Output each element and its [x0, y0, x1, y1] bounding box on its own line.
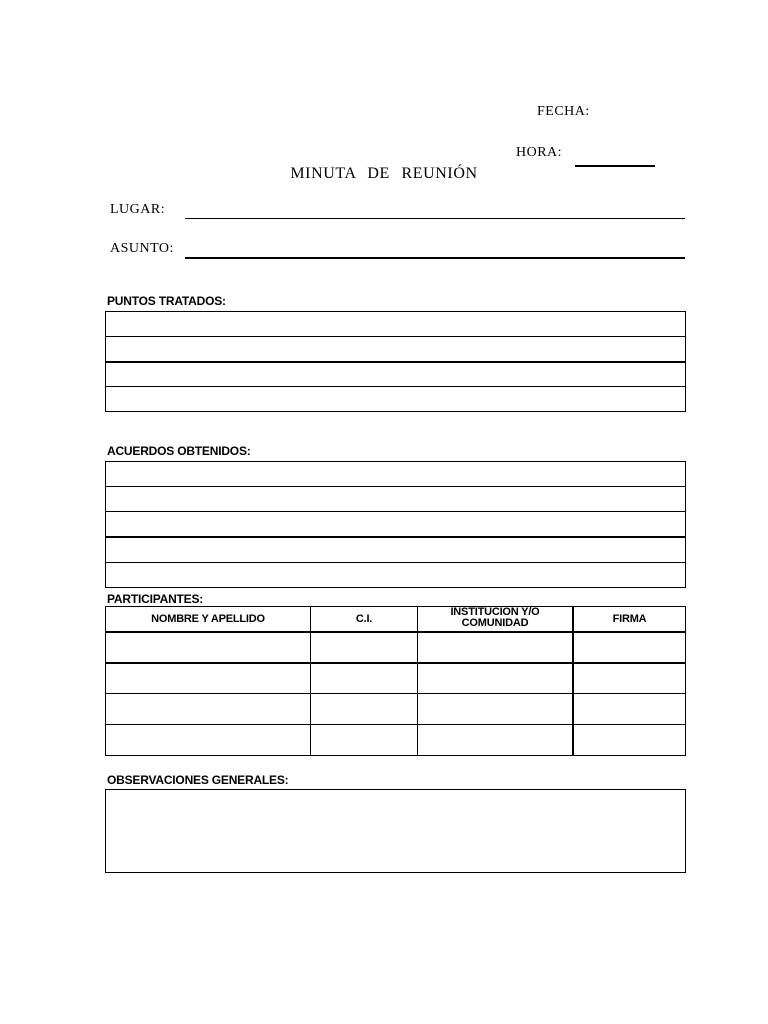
table-row	[106, 336, 685, 361]
table-cell	[310, 631, 417, 662]
participantes-table	[105, 606, 686, 756]
col-header-ci: C.I.	[310, 607, 417, 631]
col-header-institucion-comunidad	[417, 607, 572, 631]
observaciones-box	[105, 789, 686, 873]
table-row	[106, 361, 685, 387]
table-cell	[572, 631, 685, 662]
table-cell	[572, 693, 685, 724]
table-cell	[417, 662, 572, 693]
table-cell	[310, 662, 417, 693]
acuerdos-obtenidos-label: ACUERDOS OBTENIDOS:	[107, 444, 251, 458]
table-row	[106, 486, 685, 511]
table-row	[106, 312, 685, 336]
participantes-label: PARTICIPANTES:	[107, 592, 204, 606]
hora-label: HORA:	[516, 145, 563, 160]
table-cell	[106, 693, 310, 724]
table-cell	[417, 724, 572, 755]
puntos-tratados-label: PUNTOS TRATADOS:	[107, 294, 226, 308]
table-row	[106, 536, 685, 562]
table-row	[106, 562, 685, 587]
table-cell	[417, 631, 572, 662]
table-cell	[310, 724, 417, 755]
asunto-blank-line	[185, 239, 685, 259]
col-header-institucion-line2: COMUNIDAD	[461, 618, 529, 627]
table-cell	[417, 693, 572, 724]
table-row	[106, 462, 685, 486]
acuerdos-obtenidos-table	[105, 461, 686, 588]
asunto-label: ASUNTO:	[110, 241, 174, 256]
table-row	[106, 511, 685, 536]
table-cell	[310, 693, 417, 724]
hora-blank-line	[575, 147, 655, 167]
fecha-label: FECHA:	[537, 104, 590, 119]
table-cell	[106, 662, 310, 693]
lugar-label: LUGAR:	[110, 202, 166, 217]
table-cell	[572, 662, 685, 693]
table-cell	[572, 724, 685, 755]
table-cell	[106, 631, 310, 662]
puntos-tratados-table	[105, 311, 686, 412]
table-row	[106, 386, 685, 411]
form-title: MINUTA DE REUNIÓN	[290, 165, 478, 182]
col-header-firma: FIRMA	[572, 607, 685, 631]
col-header-institucion-line1: INSTITUCIÓN Y/O	[450, 607, 540, 618]
table-cell	[106, 724, 310, 755]
observaciones-generales-label: OBSERVACIONES GENERALES:	[107, 773, 289, 787]
col-header-nombre-apellido: NOMBRE Y APELLIDO	[151, 613, 265, 625]
lugar-blank-line	[185, 200, 685, 219]
